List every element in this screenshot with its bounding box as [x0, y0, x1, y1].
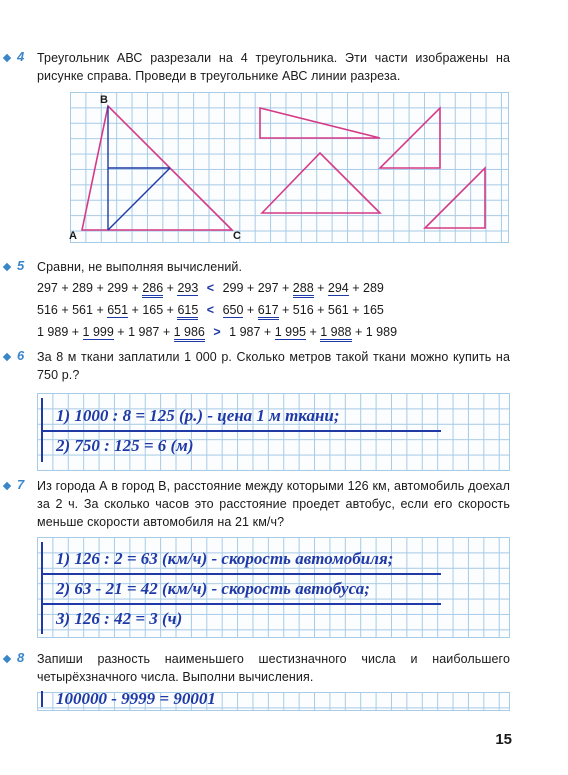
term: 1 989 [37, 325, 69, 339]
plus-sign: + [243, 303, 258, 317]
plus-sign: + [113, 325, 129, 339]
comparison-row-3 [37, 325, 397, 342]
term: 1 986 [174, 325, 205, 342]
term: 165 [363, 303, 384, 317]
piece-isosceles-triangle [262, 153, 380, 213]
answer-divider [41, 430, 441, 432]
term: 165 [142, 303, 164, 317]
task-number: 4 [17, 49, 25, 64]
term: 294 [327, 281, 349, 295]
task-number: 6 [17, 348, 25, 363]
plus-sign: + [305, 325, 321, 339]
answer-frame [41, 691, 43, 707]
term: 293 [177, 281, 199, 295]
term: 297 [37, 281, 58, 295]
task-4-text: Треугольник АВС разрезали на 4 треугольника. Эти части изображены на рисунке справа. Проведи в треугольнике АВС линии разреза. [37, 51, 510, 83]
term: 1 995 [274, 325, 306, 339]
plus-sign: + [68, 325, 83, 339]
answer-line: 1) 1000 : 8 = 125 (р.) - цена 1 м ткани; [56, 406, 340, 425]
plus-sign: + [163, 303, 178, 317]
plus-sign: + [57, 281, 73, 295]
page-number: 15 [495, 731, 512, 748]
comparison-sign: < [206, 303, 215, 317]
answer-frame [41, 542, 43, 634]
task-8-text: Запиши разность наименьшего шестизначного числа и наибольшего четырёхзначного числа. Выполни вычисления. [37, 652, 510, 684]
term: 299 [107, 281, 129, 295]
term: 299 [222, 281, 244, 295]
plus-sign: + [278, 281, 293, 295]
term: 615 [177, 303, 198, 320]
answer-line: 100000 - 9999 = 90001 [56, 689, 216, 708]
answer-divider [41, 573, 441, 575]
term: 617 [258, 303, 279, 320]
comparison-sign: < [206, 281, 215, 295]
answer-divider [41, 603, 441, 605]
plus-sign: + [243, 281, 258, 295]
term: 516 [292, 303, 314, 317]
plus-sign: + [128, 281, 143, 295]
vertex-label-c: C [233, 230, 241, 242]
expression-right [223, 281, 384, 298]
plus-sign: + [348, 303, 364, 317]
expression-left [37, 325, 205, 342]
term: 1 999 [82, 325, 114, 339]
comparison-row-1 [37, 281, 384, 298]
comparison-sign: > [213, 325, 221, 339]
task-number: 8 [17, 650, 25, 665]
term: 286 [142, 281, 163, 298]
term: 561 [72, 303, 93, 317]
task-6-text: За 8 м ткани заплатили 1 000 р. Сколько метров такой ткани можно купить на 750 р.? [37, 350, 510, 382]
term: 297 [257, 281, 279, 295]
answer-line: 1) 126 : 2 = 63 (км/ч) - скорость автомобиля; [56, 549, 394, 568]
expression-left [37, 281, 198, 298]
vertex-label-b: B [100, 94, 108, 106]
answer-line: 3) 126 : 42 = 3 (ч) [56, 609, 183, 628]
expression-right [229, 325, 397, 342]
piece-right-triangle-small [380, 108, 440, 168]
task-5-text: Сравни, не выполняя вычислений. [37, 260, 243, 274]
plus-sign: + [351, 325, 366, 339]
task-number: 7 [17, 477, 25, 492]
task-6-grid [37, 393, 510, 471]
vertex-label-a: A [69, 230, 77, 242]
plus-sign: + [159, 325, 174, 339]
answer-line: 2) 750 : 125 = 6 (м) [56, 436, 194, 455]
answer-line: 2) 63 - 21 = 42 (км/ч) - скорость автобуса; [56, 579, 370, 598]
term: 288 [293, 281, 314, 298]
plus-sign: + [348, 281, 364, 295]
plus-sign: + [313, 281, 328, 295]
term: 651 [107, 303, 129, 317]
term: 1 987 [229, 325, 261, 339]
plus-sign: + [128, 303, 143, 317]
term: 1 987 [128, 325, 160, 339]
piece-right-triangle-large [425, 168, 485, 228]
term: 561 [327, 303, 349, 317]
piece-thin-triangle [260, 108, 380, 138]
expression-right [223, 303, 384, 320]
term: 289 [363, 281, 384, 295]
task-number: 5 [17, 258, 25, 273]
term: 1 989 [365, 325, 398, 339]
comparison-row-2 [37, 303, 384, 320]
plus-sign: + [278, 303, 293, 317]
plus-sign: + [163, 281, 178, 295]
term: 650 [222, 303, 244, 317]
term: 516 [37, 303, 58, 317]
cut-line-diagonal [108, 168, 170, 230]
plus-sign: + [260, 325, 275, 339]
plus-sign: + [57, 303, 73, 317]
expression-left [37, 303, 198, 320]
plus-sign: + [92, 303, 108, 317]
task-7-text: Из города А в город В, расстояние между которыми 126 км, автомобиль доехал за 2 ч. За сколько часов это расстояние проедет автобус, если его скорость меньше скорости автомобиля на 21 км/ч? [37, 479, 510, 529]
plus-sign: + [313, 303, 328, 317]
term: 289 [72, 281, 93, 295]
plus-sign: + [92, 281, 108, 295]
term: 1 988 [320, 325, 351, 342]
